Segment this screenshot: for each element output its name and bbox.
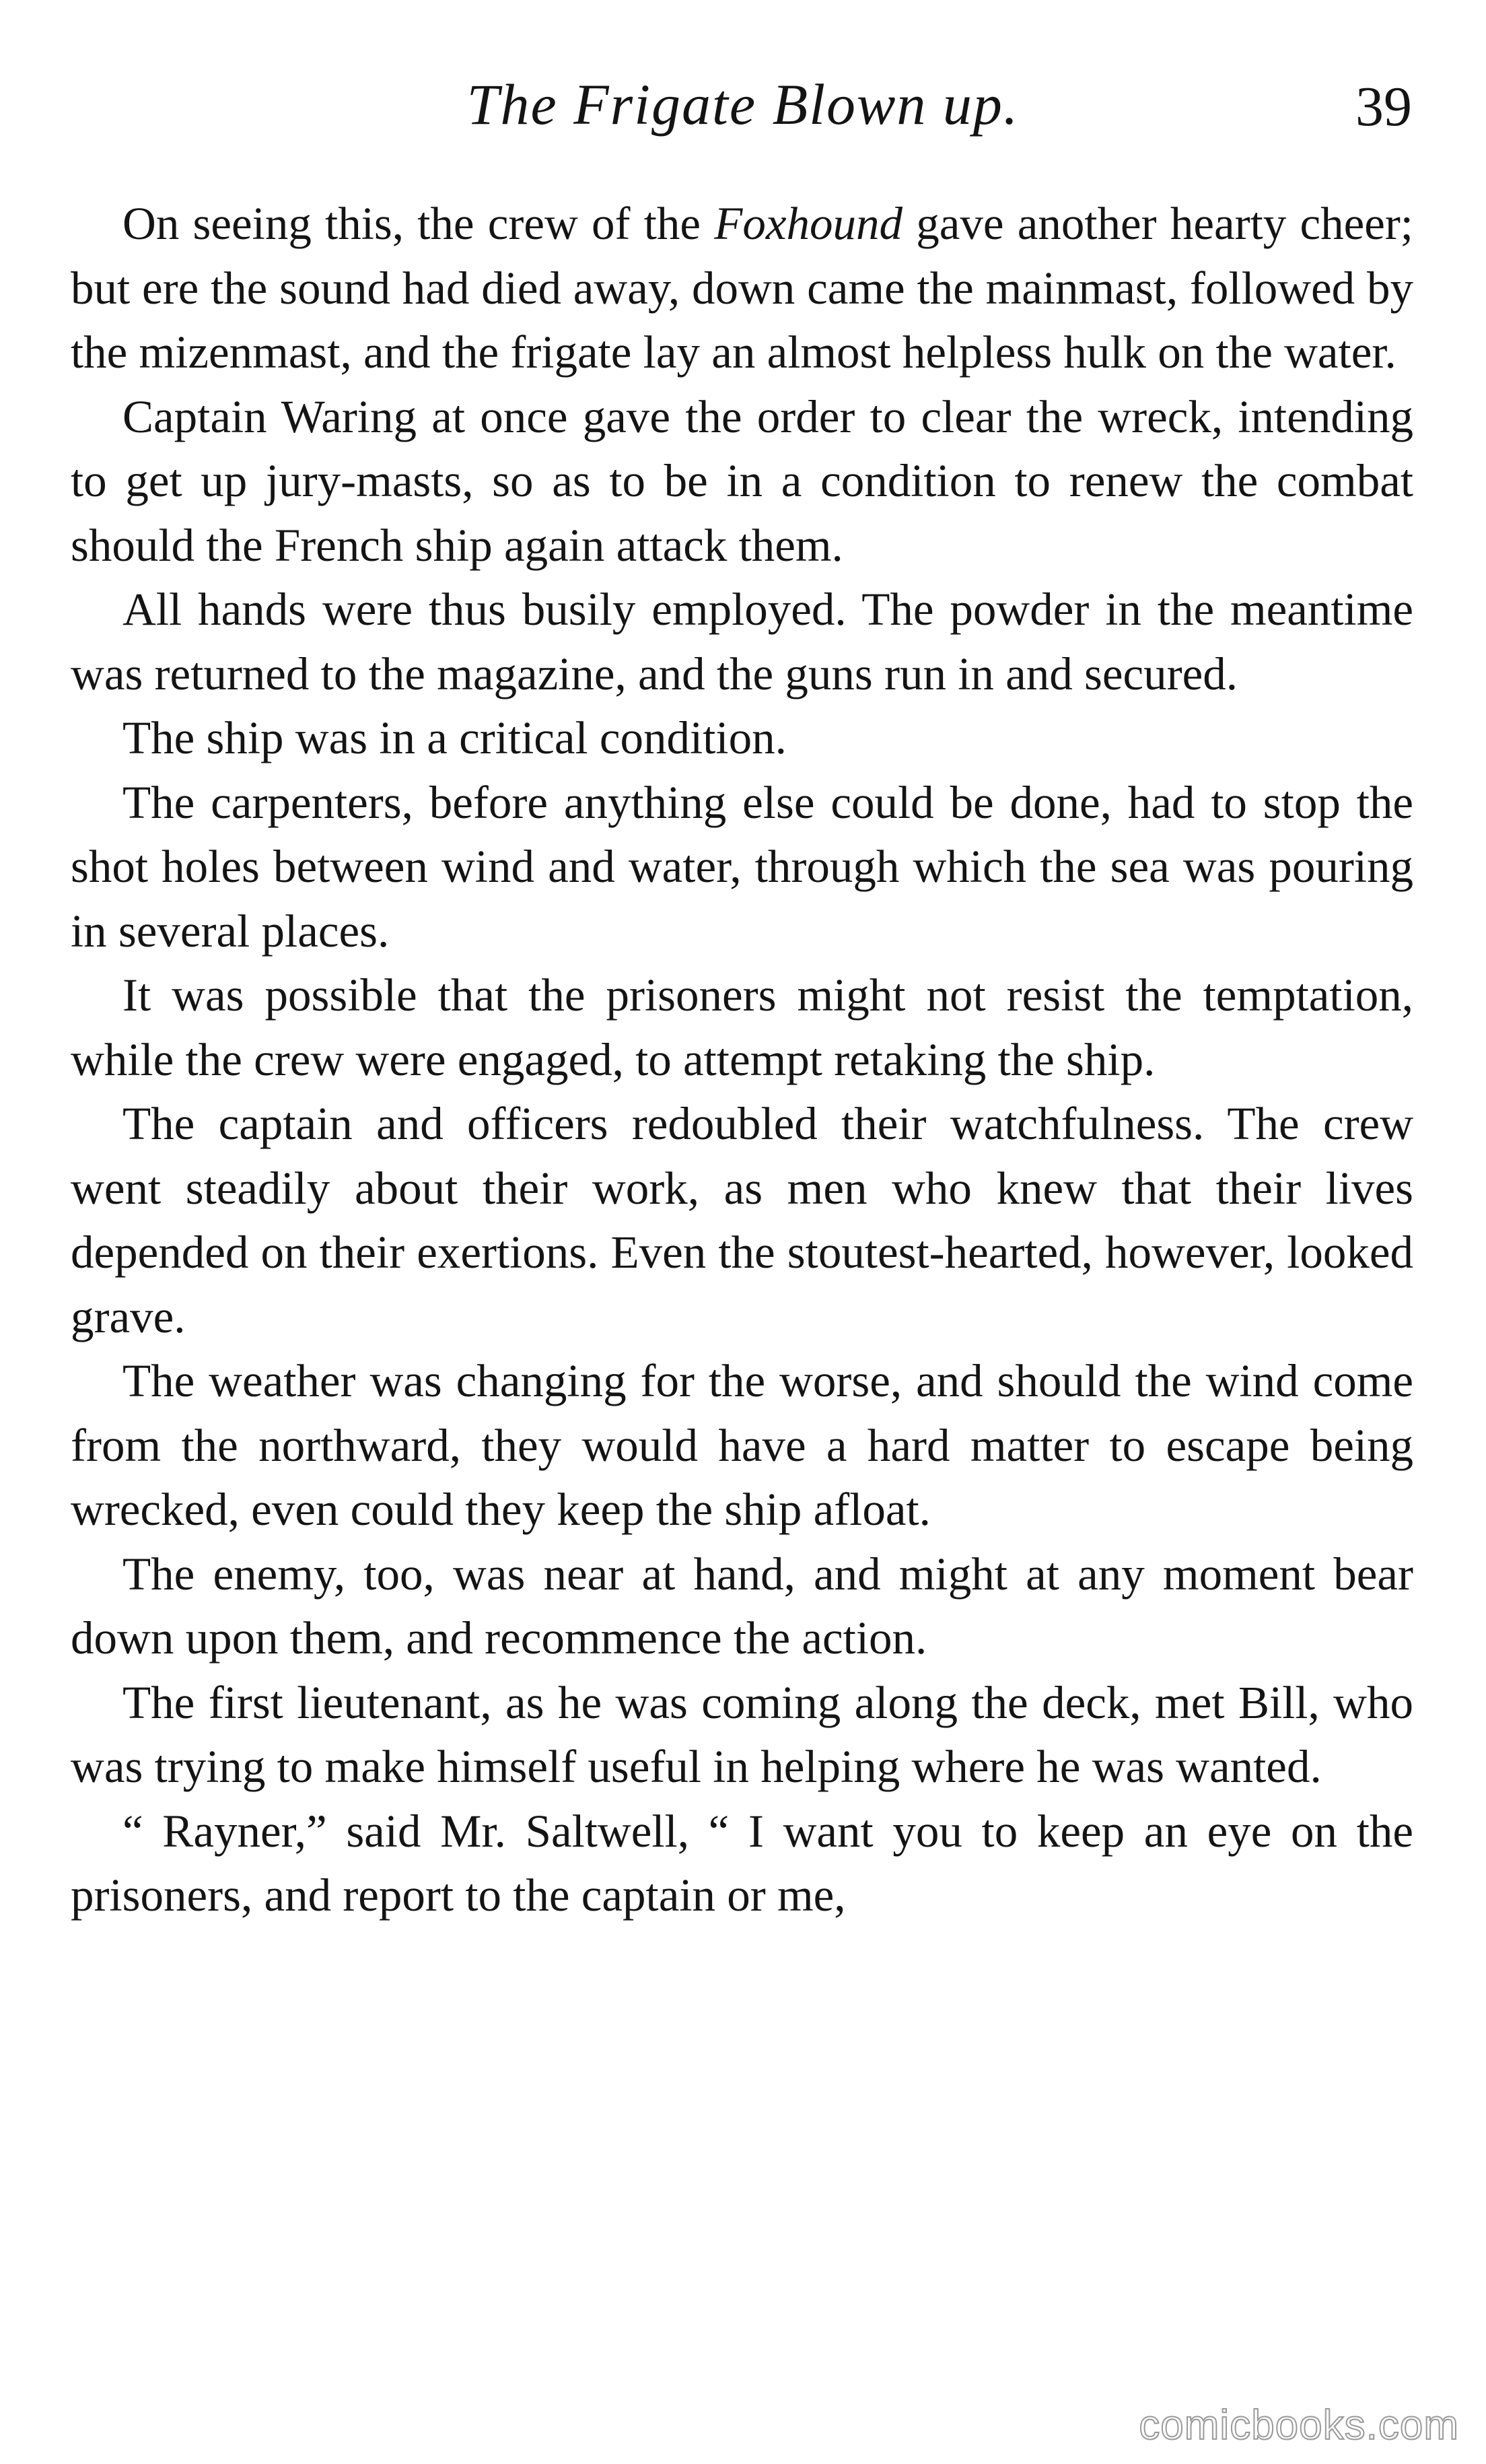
paragraph: The weather was changing for the worse, and should the wind come from the northward, they would have a hard matter to escape being wrecked, even could they keep the ship afloat. [71, 1355, 1413, 1535]
paragraph: It was possible that the prisoners might not resist the temptation, while the crew were engaged, to attempt retaking the ship. [71, 969, 1413, 1085]
paragraph: The first lieutenant, as he was coming along the deck, met Bill, who was trying to make himself useful in helping where he was wanted. [71, 1676, 1413, 1792]
paragraph: The captain and officers redoubled their watchfulness. The crew went steadily about their work, as men who knew that their lives depended on their exertions. Even the stoutest-hearted, however, looked grave. [71, 1098, 1413, 1342]
paragraph: “ Rayner,” said Mr. Saltwell, “ I want you to keep an eye on the prisoners, and report to the captain or me, [71, 1805, 1413, 1921]
paragraph: The carpenters, before anything else could be done, had to stop the shot holes between wind and water, through which the sea was pouring in several places. [71, 776, 1413, 957]
watermark: comicbooks.com [1139, 2402, 1459, 2449]
page-number: 39 [1355, 75, 1412, 138]
ship-name: Foxhound [714, 198, 903, 249]
page-header [74, 67, 1412, 141]
paragraph-text: On seeing this, the crew of the [122, 198, 715, 249]
paragraph: The enemy, too, was near at hand, and might at any moment bear down upon them, and recommence the action. [71, 1548, 1413, 1664]
running-title: The Frigate Blown up. [466, 72, 1020, 137]
paragraph: All hands were thus busily employed. The powder in the meantime was returned to the magazine, and the guns run in and secured. [71, 584, 1413, 699]
paragraph-text: gave another hearty cheer; but ere the sound had died away, down came the mainmast, followed by the mizenmast, and the frigate lay an almost helpless hulk on the water. [71, 198, 1413, 378]
paragraph: Captain Waring at once gave the order to clear the wreck, intending to get up jury-masts, so as to be in a condition to renew the combat should the French ship again attack them. [71, 390, 1413, 571]
page-body [71, 192, 1413, 1928]
paragraph: The ship was in a critical condition. [122, 712, 787, 763]
paragraph [71, 192, 1413, 385]
